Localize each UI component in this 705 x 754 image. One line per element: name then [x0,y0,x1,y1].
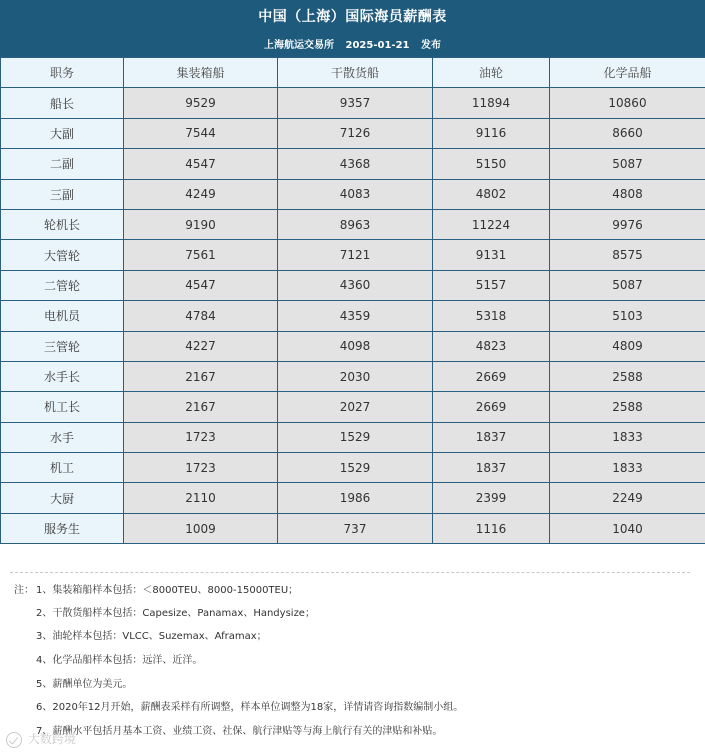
salary-cell: 2030 [278,361,433,391]
salary-cell: 5103 [550,301,705,331]
position-cell: 电机员 [1,301,124,331]
publish-info [0,36,705,51]
salary-cell: 9529 [124,88,278,118]
watermark-text: 大数跨境 [27,732,76,746]
salary-cell: 7561 [124,240,278,270]
salary-cell: 5150 [433,149,550,179]
table-row [1,361,705,391]
salary-cell: 7544 [124,118,278,148]
salary-cell: 737 [278,513,433,543]
salary-cell: 1837 [433,422,550,452]
salary-cell: 2399 [433,483,550,513]
table-row [1,331,705,361]
salary-cell: 7121 [278,240,433,270]
salary-cell: 2167 [124,392,278,422]
salary-cell: 5157 [433,270,550,300]
salary-cell: 9976 [550,209,705,239]
position-cell: 三副 [1,179,124,209]
title-banner [0,0,705,57]
salary-cell: 4547 [124,149,278,179]
salary-cell: 1837 [433,453,550,483]
salary-cell: 1833 [550,422,705,452]
table-row [1,453,705,483]
salary-cell: 4802 [433,179,550,209]
salary-cell: 2588 [550,392,705,422]
table-row [1,483,705,513]
column-header: 干散货船 [278,58,433,88]
salary-cell: 4823 [433,331,550,361]
position-cell: 二副 [1,149,124,179]
position-cell: 大厨 [1,483,124,513]
salary-cell: 8963 [278,209,433,239]
publisher-name: 上海航运交易所 [264,40,335,51]
table-row [1,270,705,300]
position-cell: 船长 [1,88,124,118]
salary-cell: 1009 [124,513,278,543]
column-header: 化学品船 [550,58,705,88]
salary-cell: 1529 [278,453,433,483]
notes-divider [10,572,690,573]
position-cell: 大管轮 [1,240,124,270]
table-row [1,209,705,239]
note-item: 7、薪酬水平包括月基本工资、业绩工资、社保、航行津贴等与海上航行有关的津贴和补贴。 [36,726,443,737]
table-header-row [1,58,705,88]
table-row [1,149,705,179]
salary-cell: 1116 [433,513,550,543]
note-item: 1、集装箱船样本包括：＜8000TEU、8000-15000TEU； [36,585,299,596]
table-row [1,301,705,331]
table-row [1,88,705,118]
salary-cell: 4360 [278,270,433,300]
salary-cell: 2110 [124,483,278,513]
salary-cell: 4083 [278,179,433,209]
salary-cell: 4808 [550,179,705,209]
table-row [1,513,705,543]
position-cell: 二管轮 [1,270,124,300]
note-item: 4、化学品船样本包括：远洋、近洋。 [36,655,203,666]
salary-cell: 1040 [550,513,705,543]
salary-cell: 5087 [550,270,705,300]
position-cell: 服务生 [1,513,124,543]
salary-cell: 4098 [278,331,433,361]
salary-cell: 5318 [433,301,550,331]
salary-cell: 2167 [124,361,278,391]
salary-cell: 4809 [550,331,705,361]
salary-cell: 4368 [278,149,433,179]
salary-cell: 9357 [278,88,433,118]
position-cell: 轮机长 [1,209,124,239]
salary-cell: 11224 [433,209,550,239]
note-item: 2、干散货船样本包括：Capesize、Panamax、Handysize； [36,608,315,619]
table-body [1,88,705,544]
salary-cell: 4227 [124,331,278,361]
salary-cell: 4249 [124,179,278,209]
salary-cell: 7126 [278,118,433,148]
position-cell: 三管轮 [1,331,124,361]
salary-table [0,57,705,544]
salary-cell: 5087 [550,149,705,179]
salary-cell: 2669 [433,392,550,422]
salary-cell: 11894 [433,88,550,118]
position-cell: 大副 [1,118,124,148]
position-cell: 机工 [1,453,124,483]
column-header: 油轮 [433,58,550,88]
column-header: 职务 [1,58,124,88]
table-row [1,179,705,209]
watermark [6,730,76,748]
page-title: 中国（上海）国际海员薪酬表 [258,9,447,25]
salary-cell: 9190 [124,209,278,239]
salary-cell: 1723 [124,422,278,452]
salary-cell: 8660 [550,118,705,148]
salary-cell: 9131 [433,240,550,270]
note-item: 6、2020年12月开始，薪酬表采样有所调整，样本单位调整为18家，详情请咨询指数编制小组。 [36,702,464,713]
salary-cell: 4784 [124,301,278,331]
salary-cell: 1833 [550,453,705,483]
salary-cell: 2669 [433,361,550,391]
watermark-logo-icon [6,732,22,748]
salary-cell: 1529 [278,422,433,452]
position-cell: 水手长 [1,361,124,391]
salary-cell: 2249 [550,483,705,513]
table-row [1,422,705,452]
position-cell: 水手 [1,422,124,452]
salary-cell: 4359 [278,301,433,331]
note-item: 3、油轮样本包括：VLCC、Suzemax、Aframax； [36,631,267,642]
salary-cell: 1986 [278,483,433,513]
publish-action: 发布 [420,40,441,51]
publish-date: 2025-01-21 [345,40,410,51]
column-header: 集装箱船 [124,58,278,88]
salary-cell: 8575 [550,240,705,270]
salary-cell: 10860 [550,88,705,118]
note-item: 5、薪酬单位为美元。 [36,679,133,690]
salary-cell: 9116 [433,118,550,148]
salary-cell: 2027 [278,392,433,422]
table-row [1,240,705,270]
salary-cell: 1723 [124,453,278,483]
position-cell: 机工长 [1,392,124,422]
table-row [1,392,705,422]
salary-cell: 4547 [124,270,278,300]
table-row [1,118,705,148]
salary-cell: 2588 [550,361,705,391]
notes-prefix: 注： [14,585,34,596]
